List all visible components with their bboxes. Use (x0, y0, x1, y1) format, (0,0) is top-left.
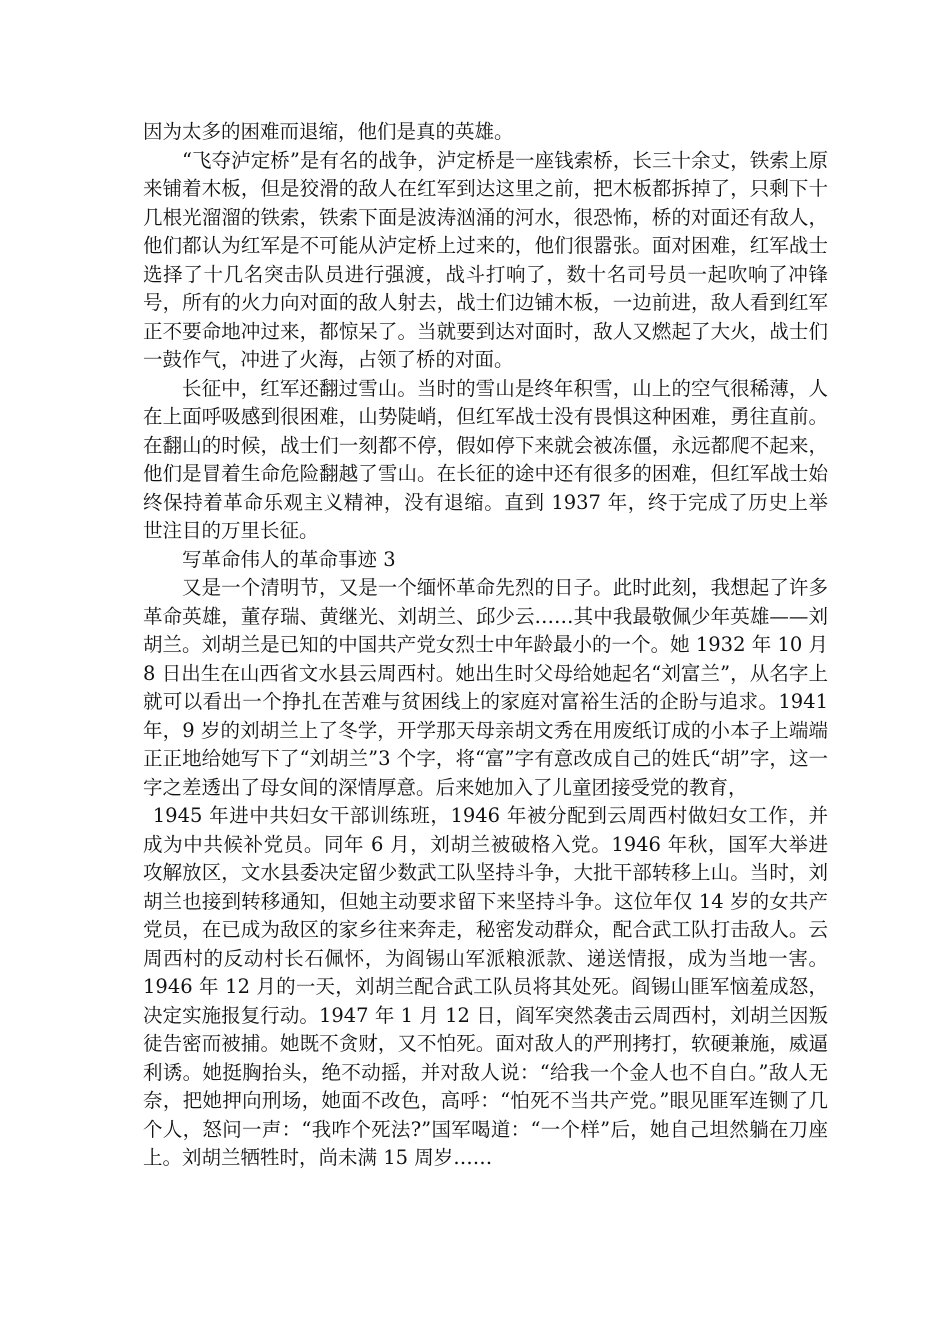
paragraph-heroes-conclusion: 因为太多的困难而退缩，他们是真的英雄。 (143, 120, 514, 143)
paragraph-liu-hulan-sacrifice: 1945 年进中共妇女干部训练班，1946 年被分配到云周西村做妇女工作，并成为中共候补党员。同年 6 月，刘胡兰被破格入党。1946 年秋，国军大举进攻解放区，文水县委决定留少数武工队坚持斗争，大批干部转移上山。当时，刘胡兰也接到转移通知，但她主动要求留下来坚持斗争。这位年仅 14 岁的女共产党员，在已成为敌区的家乡往来奔走，秘密发动群众，配合武工队打击敌人。云周西村的反动村长石佩怀，为阎锡山军派粮派款、递送情报，成为当地一害。1946 年 12 月的一天，刘胡兰配合武工队员将其处死。阎锡山匪军恼羞成怒，决定实施报复行动。1947 年 1 月 12 日，阎军突然袭击云周西村，刘胡兰因叛徒告密而被捕。她既不贪财，又不怕死。面对敌人的严刑拷打，软硬兼施，威逼利诱。她挺胸抬头，绝不动摇，并对敌人说：“给我一个金人也不自白。”敌人无奈，把她押向刑场，她面不改色，高呼：“怕死不当共产党。”眼见匪军连铡了几个人，怒问一声：“我咋个死法?”国军喝道：“一个样”后，她自己坦然躺在刀座上。刘胡兰牺牲时，尚未满 15 周岁…… (143, 804, 828, 1169)
paragraph-luding-bridge: “飞夺泸定桥”是有名的战争，泸定桥是一座钱索桥，长三十余丈，铁索上原来铺着木板，但是狡滑的敌人在红军到达这里之前，把木板都拆掉了，只剩下十几根光溜溜的铁索，铁索下面是波涛汹涌的河水，很恐怖，桥的对面还有敌人，他们都认为红军是不可能从泸定桥上过来的，他们很嚣张。面对困难，红军战士选择了十几名突击队员进行强渡，战斗打响了，数十名司号员一起吹响了冲锋号，所有的火力向对面的敌人射去，战士们边铺木板，一边前进，敌人看到红军正不要命地冲过来，都惊呆了。当就要到达对面时，敌人又燃起了大火，战士们一鼓作气，冲进了火海，占领了桥的对面。 (143, 148, 828, 371)
document-page (143, 118, 828, 1173)
paragraph-liu-hulan-intro: 又是一个清明节，又是一个缅怀革命先烈的日子。此时此刻，我想起了许多革命英雄，董存瑞、黄继光、刘胡兰、邱少云……其中我最敬佩少年英雄——刘胡兰。刘胡兰是已知的中国共产党女烈士中年龄最小的一个。她 1932 年 10 月 8 日出生在山西省文水县云周西村。她出生时父母给她起名“刘富兰”，从名字上就可以看出一个挣扎在苦难与贫困线上的家庭对富裕生活的企盼与追求。1941 年，9 岁的刘胡兰上了冬学，开学那天母亲胡文秀在用废纸订成的小本子上端端正正地给她写下了“刘胡兰”3 个字，将“富”字有意改成自己的姓氏“胡”字，这一字之差透出了母女间的深情厚意。后来她加入了儿童团接受党的教育， (143, 576, 828, 799)
section-heading: 写革命伟人的革命事迹 3 (182, 547, 396, 571)
paragraph-snow-mountain: 长征中，红军还翻过雪山。当时的雪山是终年积雪，山上的空气很稀薄，人在上面呼吸感到很困难，山势陡峭，但红军战士没有畏惧这种困难，勇往直前。在翻山的时候，战士们一刻都不停，假如停下来就会被冻僵，永远都爬不起来，他们是冒着生命危险翻越了雪山。在长征的途中还有很多的困难，但红军战士始终保持着革命乐观主义精神，没有退缩。直到 1937 年，终于完成了历史上举世注目的万里长征。 (143, 376, 828, 542)
